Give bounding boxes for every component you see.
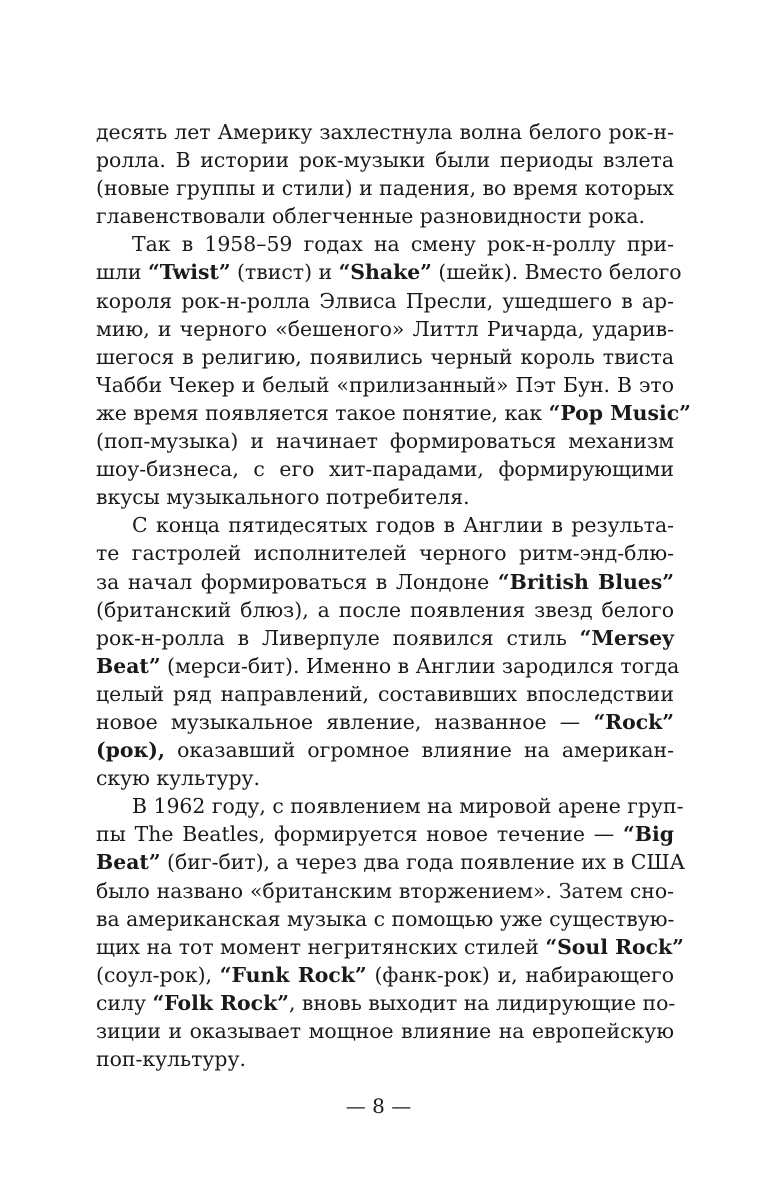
text-run: шегося в религию, появились черный король твиста — [96, 344, 674, 369]
text-line — [96, 736, 674, 764]
text-line — [96, 399, 691, 427]
bold-term: “Twist” — [147, 260, 231, 285]
text-run: же время появляется такое понятие, как — [96, 400, 549, 425]
text-line — [96, 933, 684, 961]
text-line — [96, 287, 674, 315]
bold-term: “Folk Rock” — [152, 990, 289, 1015]
text-line — [96, 118, 674, 146]
text-run: главенствовали облегченные разновидности рока. — [96, 204, 645, 229]
text-run: оказавший огромное влияние на американ- — [164, 738, 674, 763]
text-run: ва американская музыка с помощью уже существую- — [96, 906, 675, 931]
text-run: силу — [96, 990, 153, 1015]
text-line — [96, 624, 674, 652]
body-text — [96, 118, 691, 1073]
text-line — [96, 764, 674, 792]
bold-term: “British Blues” — [497, 569, 674, 594]
text-line — [96, 848, 686, 876]
text-line — [96, 371, 674, 399]
text-run: Чабби Чекер и белый «прилизанный» Пэт Бун. В это — [96, 372, 674, 397]
text-run: (твист) и — [230, 260, 339, 285]
bold-term: “Pop Music” — [548, 400, 691, 425]
text-line — [96, 1045, 674, 1073]
text-run: поп-культуру. — [96, 1047, 246, 1072]
text-line — [96, 708, 674, 736]
text-line — [96, 680, 674, 708]
text-run: за начал формироваться в Лондоне — [96, 569, 498, 594]
text-line — [96, 258, 682, 286]
text-run: новое музыкальное явление, названное — — [96, 709, 594, 734]
text-run: десять лет Америку захлестнула волна белого рок-н- — [96, 120, 674, 144]
text-run: (соул-рок), — [96, 962, 220, 987]
text-line — [96, 174, 674, 202]
text-run: зиции и оказывает мощное влияние на европейскую — [96, 1019, 674, 1043]
text-run: было названо «британским вторжением». Затем сно- — [96, 878, 674, 903]
text-line — [96, 961, 674, 989]
text-run: (шейк). Вместо белого — [431, 260, 682, 285]
text-line — [96, 905, 674, 933]
text-line — [96, 511, 674, 539]
text-line — [96, 539, 674, 567]
text-run: те гастролей исполнителей черного ритм-энд-блю- — [96, 541, 674, 566]
text-run: шли — [96, 260, 148, 285]
text-run: ролла. В истории рок-музыки были периоды взлета — [96, 148, 674, 173]
paragraph — [96, 792, 686, 1073]
text-line — [96, 1017, 674, 1045]
text-line — [96, 483, 674, 511]
text-line — [96, 877, 674, 905]
text-run: (биг-бит), а через два года появление их в США — [160, 850, 686, 875]
text-run: вкусы музыкального потребителя. — [96, 485, 470, 510]
text-line — [96, 427, 674, 455]
page-number: — 8 — — [345, 1094, 412, 1118]
bold-term: “Big — [623, 822, 674, 847]
text-run: (фанк-рок) и, набирающего — [366, 962, 674, 987]
text-run: , вновь выходит на лидирующие по- — [288, 990, 676, 1015]
bold-term: Beat” — [96, 653, 161, 678]
text-line — [96, 596, 674, 624]
text-run: скую культуру. — [96, 766, 261, 791]
text-run: (мерси-бит). Именно в Англии зародился тогда — [160, 653, 680, 678]
text-line — [96, 146, 674, 174]
text-run: (британский блюз), а после появления звезд белого — [96, 597, 674, 622]
text-line — [96, 792, 684, 820]
text-run: мию, и черного «бешеного» Литтл Ричарда, ударив- — [96, 316, 674, 341]
text-run: (поп-музыка) и начинает формироваться механизм — [96, 429, 674, 454]
bold-term: “Soul Rock” — [545, 934, 684, 959]
bold-term: “Rock” — [593, 709, 674, 734]
text-run: В 1962 году, с появлением на мировой арене груп- — [132, 794, 684, 819]
text-run: щих на тот момент негритянских стилей — [96, 934, 546, 959]
bold-term: “Shake” — [338, 260, 432, 285]
text-line — [96, 230, 674, 258]
text-run: короля рок-н-ролла Элвиса Пресли, ушедшего в ар- — [96, 288, 674, 313]
bold-term: (рок), — [96, 738, 165, 763]
text-line — [96, 455, 674, 483]
text-line — [96, 568, 674, 596]
text-run: (новые группы и стили) и падения, во время которых — [96, 176, 674, 201]
text-run: пы The Beatles, формируется новое течение — — [96, 822, 624, 847]
text-run: шоу-бизнеса, с его хит-парадами, формирующими — [96, 457, 674, 482]
text-line — [96, 202, 674, 230]
text-line — [96, 989, 674, 1017]
text-line — [96, 652, 680, 680]
bold-term: Beat” — [96, 850, 161, 875]
text-run: Так в 1958–59 годах на смену рок-н-роллу при- — [132, 232, 674, 257]
text-run: рок-н-ролла в Ливерпуле появился стиль — [96, 625, 580, 650]
text-run: С конца пятидесятых годов в Англии в результа- — [132, 513, 674, 538]
text-line — [96, 820, 674, 848]
text-line — [96, 343, 674, 371]
bold-term: “Mersey — [579, 625, 674, 650]
bold-term: “Funk Rock” — [219, 962, 367, 987]
text-run: целый ряд направлений, составивших впоследствии — [96, 681, 674, 706]
text-line — [96, 315, 674, 343]
paragraph — [96, 511, 680, 792]
paragraph — [96, 118, 674, 230]
paragraph — [96, 230, 691, 511]
